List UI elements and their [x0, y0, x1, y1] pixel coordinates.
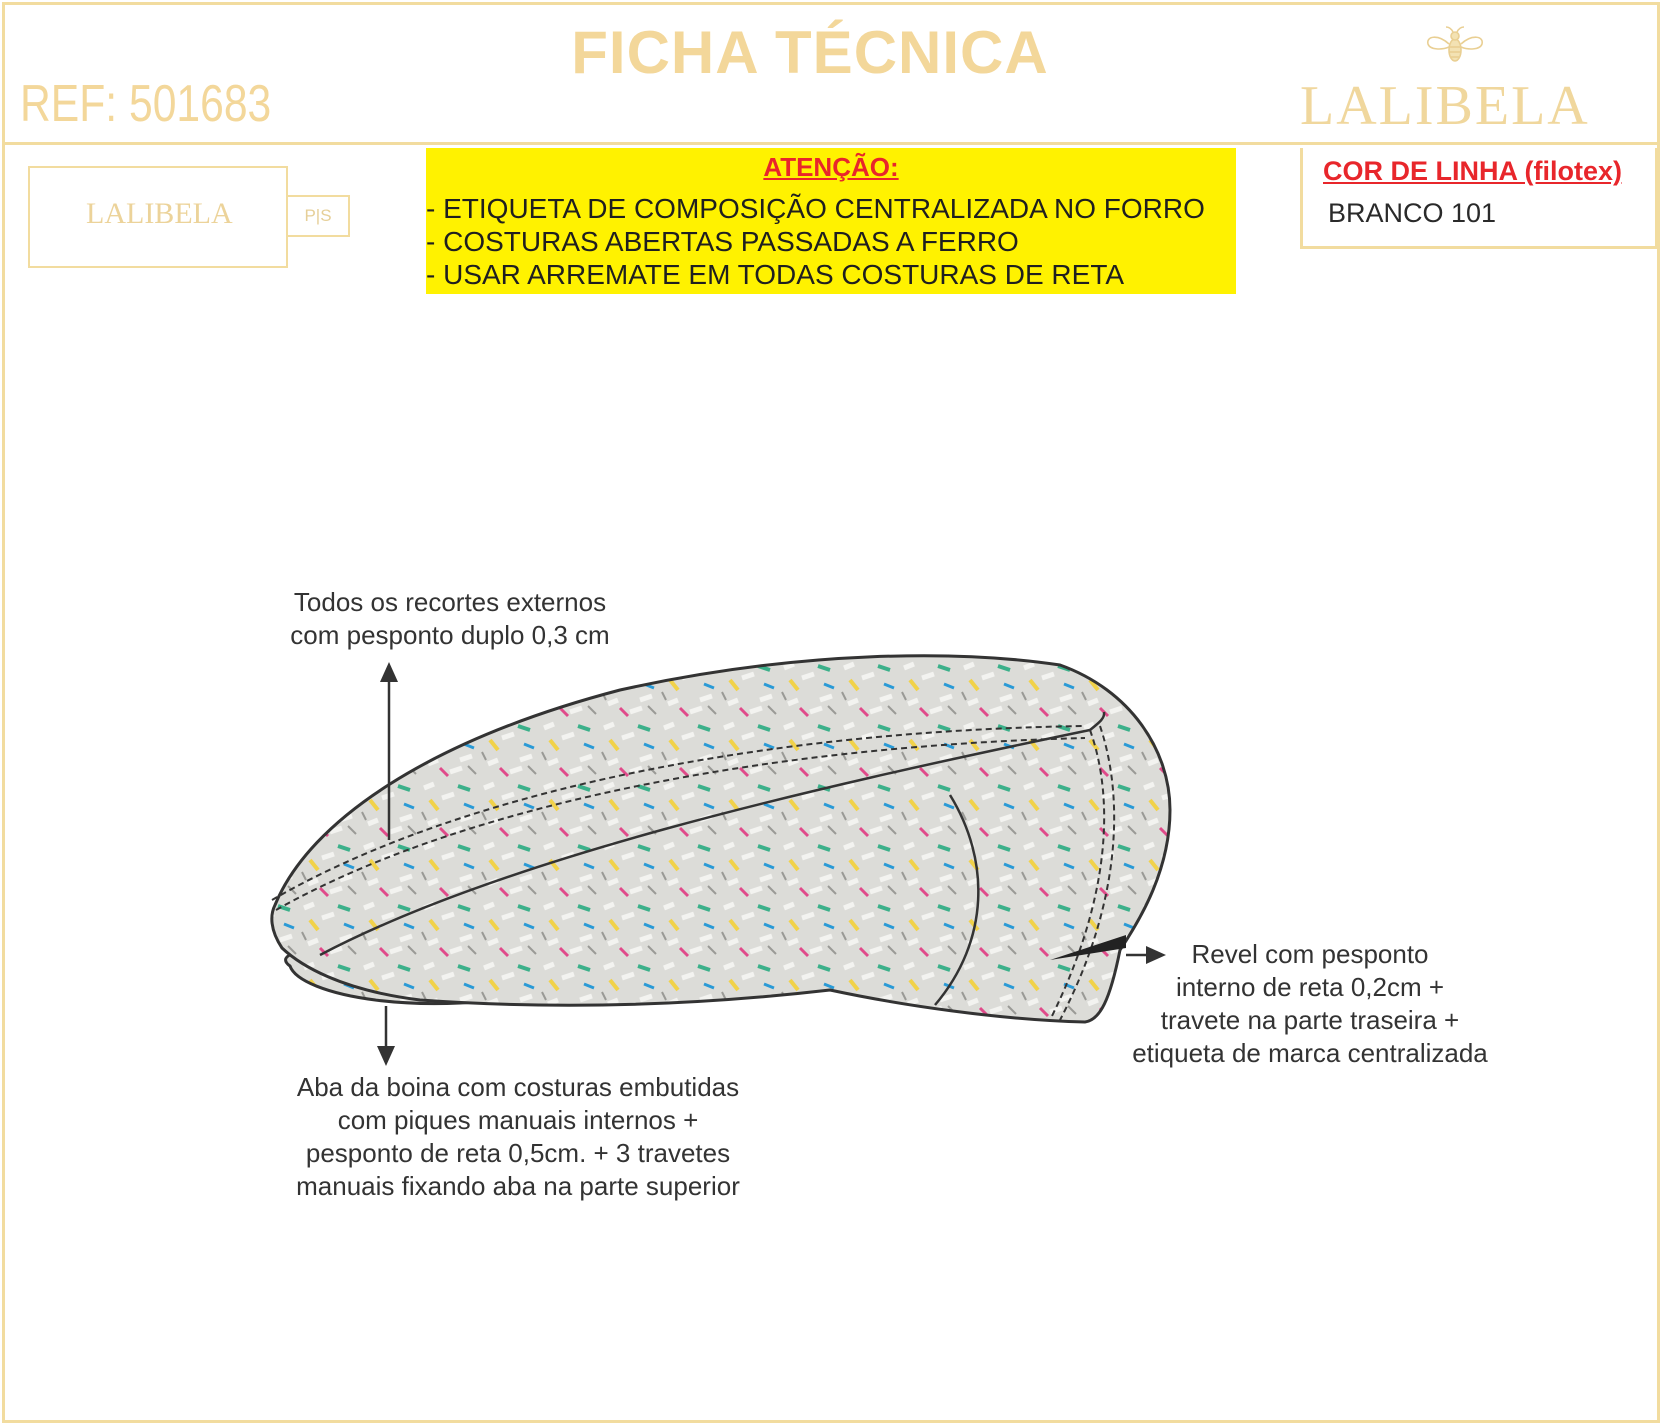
- page-title: FICHA TÉCNICA: [571, 19, 1049, 86]
- attention-title: ATENÇÃO:: [763, 152, 899, 182]
- annotation-line: pesponto de reta 0,5cm. + 3 travetes: [305, 1138, 731, 1168]
- annotation-bottom: [248, 1071, 788, 1203]
- annotation-line: Revel com pesponto: [1191, 939, 1429, 969]
- annotation-line: interno de reta 0,2cm +: [1175, 972, 1445, 1002]
- annotation-line: manuais fixando aba na parte superior: [296, 1171, 740, 1201]
- size-tag: P|S: [286, 195, 350, 237]
- annotation-line: travete na parte traseira +: [1160, 1005, 1460, 1035]
- annotation-right: [1090, 938, 1530, 1070]
- attention-item: - USAR ARREMATE EM TODAS COSTURAS DE RETA: [426, 259, 1125, 290]
- annotation-line: etiqueta de marca centralizada: [1132, 1038, 1488, 1068]
- brand-label-text: LALIBELA: [86, 197, 233, 230]
- reference-number: REF: 501683: [20, 75, 272, 133]
- beret-drawing: [272, 656, 1170, 1022]
- annotation-line: Aba da boina com costuras embutidas: [296, 1072, 740, 1102]
- annotation-line: com pesponto duplo 0,3 cm: [290, 620, 610, 650]
- thread-color-title: COR DE LINHA (filotex): [1323, 156, 1622, 186]
- attention-item: - ETIQUETA DE COMPOSIÇÃO CENTRALIZADA NO FORRO: [426, 193, 1205, 224]
- brand-logo: LALIBELA: [1300, 75, 1590, 137]
- thread-color-value: BRANCO 101: [1328, 198, 1497, 228]
- attention-item: - COSTURAS ABERTAS PASSADAS A FERRO: [426, 226, 1019, 257]
- annotation-line: Todos os recortes externos: [293, 587, 607, 617]
- annotation-line: com piques manuais internos +: [337, 1105, 699, 1135]
- annotation-top: [240, 586, 660, 652]
